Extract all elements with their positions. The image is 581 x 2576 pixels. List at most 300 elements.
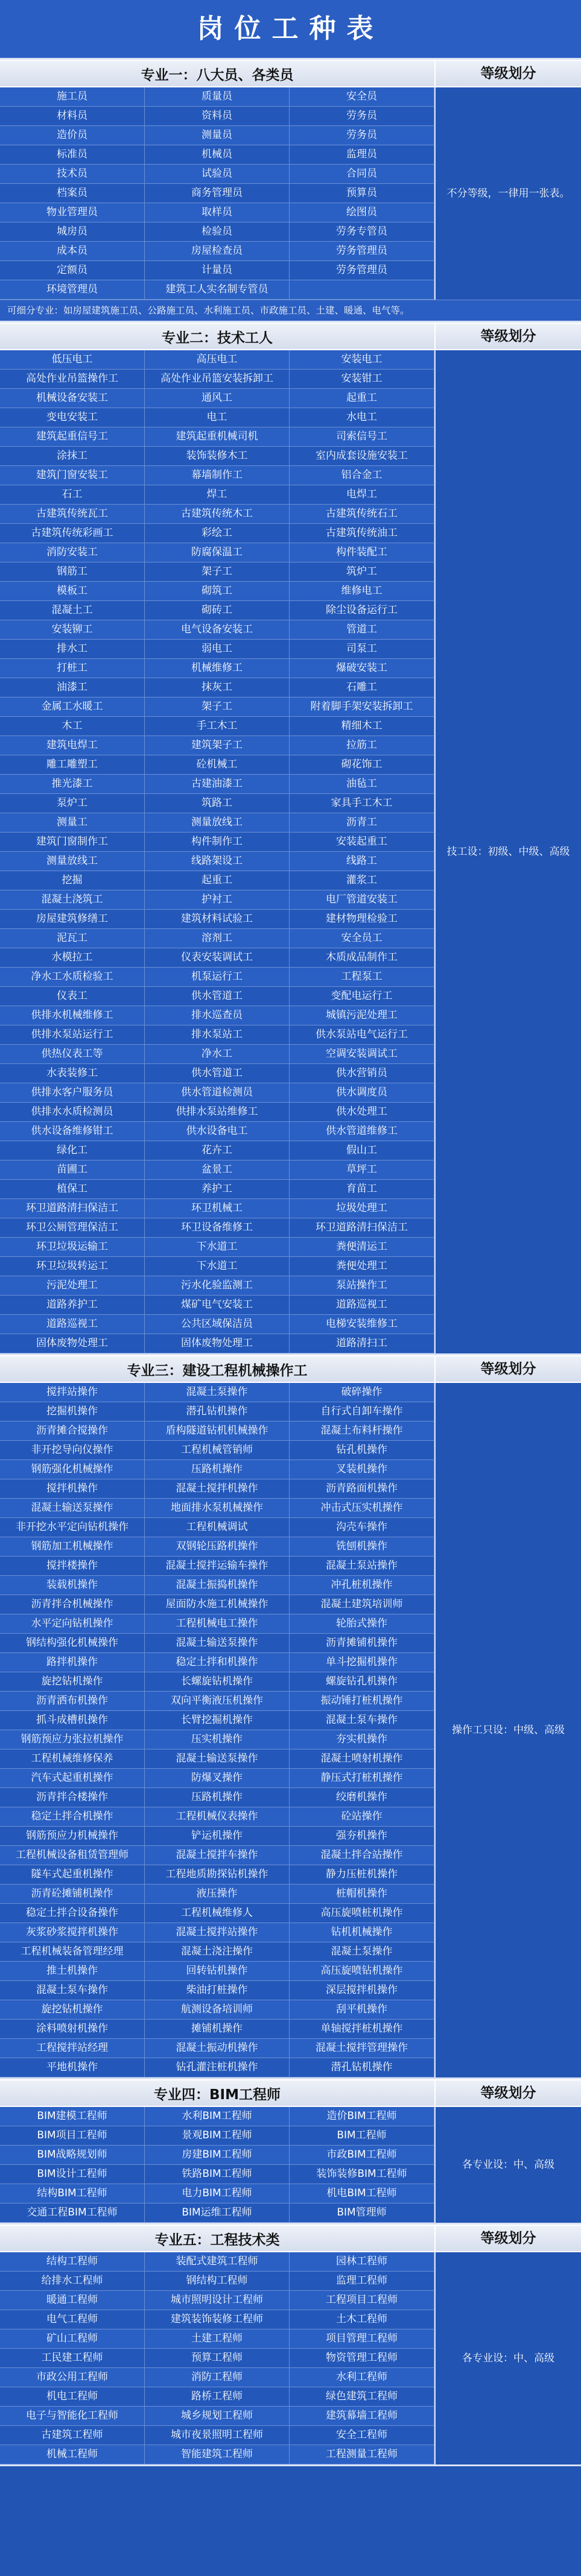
- job-cell: 工程地质勘探钻机操作: [145, 1865, 290, 1885]
- job-cell: 泵炉工: [0, 794, 145, 813]
- job-cell: 夯实机操作: [290, 1730, 434, 1749]
- job-cell: 稳定土拌和机操作: [145, 1653, 290, 1672]
- job-cell: 起重工: [290, 389, 434, 408]
- sections-container: [0, 60, 581, 2466]
- job-cell: 建筑幕墙工程师: [290, 2407, 434, 2426]
- job-cell: 结构BIM工程师: [0, 2184, 145, 2203]
- job-cell: 混凝土浇筑工: [0, 890, 145, 910]
- job-cell: 搅拌站操作: [0, 1383, 145, 1402]
- job-cell: 排水工: [0, 640, 145, 659]
- job-cell: 工程测量工程师: [290, 2445, 434, 2464]
- job-cell: 混凝土建筑培训师: [290, 1595, 434, 1614]
- job-cell: 下水道工: [145, 1238, 290, 1257]
- job-cell: 智能建筑工程师: [145, 2445, 290, 2464]
- job-cell: 钢筋预应力张拉机操作: [0, 1730, 145, 1749]
- job-cell: 建筑装饰装修工程师: [145, 2310, 290, 2329]
- job-cell: 景观BIM工程师: [145, 2126, 290, 2146]
- job-cell: 下水道工: [145, 1257, 290, 1276]
- job-cell: 搅拌机操作: [0, 1479, 145, 1499]
- job-cell: 冲击式压实机操作: [290, 1499, 434, 1518]
- job-cell: 环境管理员: [0, 280, 145, 300]
- job-cell: 沥青工: [290, 813, 434, 833]
- job-cell: 屋面防水施工机械操作: [145, 1595, 290, 1614]
- job-cell: 混凝土泵车操作: [290, 1711, 434, 1730]
- job-cell: 土木工程师: [290, 2310, 434, 2329]
- job-cell: 工程机械电工操作: [145, 1614, 290, 1634]
- job-cell: 建筑起重信号工: [0, 427, 145, 447]
- section-header: [0, 323, 581, 350]
- job-cell: 供排水客户服务员: [0, 1083, 145, 1103]
- job-cell: 草坪工: [290, 1160, 434, 1180]
- job-cell: 溶剂工: [145, 929, 290, 948]
- job-cell: 固体废物处理工: [145, 1334, 290, 1353]
- job-cell: 环卫垃圾运输工: [0, 1238, 145, 1257]
- section-header: [0, 1355, 581, 1383]
- job-cell: 筑路工: [145, 794, 290, 813]
- job-cell: 混凝土输送泵操作: [145, 1749, 290, 1769]
- job-cell: 木工: [0, 717, 145, 736]
- job-cell: 静力压桩机操作: [290, 1865, 434, 1885]
- job-cell: 建筑工人实名制专管员: [145, 280, 290, 300]
- job-cell: 线路工: [290, 852, 434, 871]
- job-cell: 建筑起重机械司机: [145, 427, 290, 447]
- job-cell: 铣刨机操作: [290, 1537, 434, 1557]
- job-cell: 绿色建筑工程师: [290, 2387, 434, 2407]
- job-cell: 机电工程师: [0, 2387, 145, 2407]
- job-cell: 变电安装工: [0, 408, 145, 427]
- job-cell: 工程搅拌站经理: [0, 2039, 145, 2058]
- job-cell: BIM管理师: [290, 2203, 434, 2223]
- job-cell: 装饰装修木工: [145, 447, 290, 466]
- job-cell: 供水设备电工: [145, 1122, 290, 1141]
- job-cell: 混凝土输送泵操作: [0, 1499, 145, 1518]
- job-cell: 沥青摊合搅操作: [0, 1422, 145, 1441]
- job-cell: 计量员: [145, 261, 290, 280]
- job-cell: 彩绘工: [145, 524, 290, 543]
- job-cell: 市政BIM工程师: [290, 2146, 434, 2165]
- job-cell: 安装钳工: [290, 370, 434, 389]
- job-cell: 水平定向钻机操作: [0, 1614, 145, 1634]
- job-cell: 安全员工: [290, 929, 434, 948]
- job-cell: 冲孔桩机操作: [290, 1576, 434, 1595]
- job-cell: 模板工: [0, 582, 145, 601]
- job-cell: 建筑材料试验工: [145, 910, 290, 929]
- job-cell: 构件装配工: [290, 543, 434, 562]
- job-cell: 砼站操作: [290, 1807, 434, 1827]
- job-cell: 抓斗成槽机操作: [0, 1711, 145, 1730]
- job-cell: 高处作业吊篮安装拆卸工: [145, 370, 290, 389]
- job-cell: 砌砖工: [145, 601, 290, 620]
- job-cell: 交通工程BIM工程师: [0, 2203, 145, 2223]
- job-cell: 低压电工: [0, 350, 145, 370]
- job-cell: 旋挖钻机操作: [0, 1672, 145, 1692]
- job-cell: 安装电工: [290, 350, 434, 370]
- job-cell: 道路巡视工: [0, 1315, 145, 1334]
- job-cell: 古建筑传统石工: [290, 505, 434, 524]
- job-cell: 护衬工: [145, 890, 290, 910]
- job-cell: 资料员: [145, 107, 290, 126]
- job-cell: 钢筋工: [0, 562, 145, 582]
- job-cell: 消防安装工: [0, 543, 145, 562]
- job-cell: 物业管理员: [0, 203, 145, 222]
- job-cell: 抹灰工: [145, 678, 290, 698]
- job-cell: 平地机操作: [0, 2058, 145, 2077]
- job-cell: BIM设计工程师: [0, 2165, 145, 2184]
- job-cell: 高处作业吊篮操作工: [0, 370, 145, 389]
- job-cell: 定额员: [0, 261, 145, 280]
- section-2: [0, 323, 581, 1355]
- job-cell: 监理员: [290, 145, 434, 165]
- job-cell: 水利BIM工程师: [145, 2107, 290, 2126]
- job-cell: 机泵运行工: [145, 968, 290, 987]
- job-cell: 灰浆砂浆搅拌机操作: [0, 1923, 145, 1942]
- level-header: 等级划分: [434, 2226, 581, 2251]
- job-cell: 劳务专管员: [290, 222, 434, 242]
- job-cell: 汽车式起重机操作: [0, 1769, 145, 1788]
- job-cell: 变配电运行工: [290, 987, 434, 1006]
- job-cell: BIM战略规划师: [0, 2146, 145, 2165]
- job-cell: 架子工: [145, 562, 290, 582]
- job-cell: 挖掘: [0, 871, 145, 890]
- job-cell: 砌筑工: [145, 582, 290, 601]
- job-cell: 供水调度员: [290, 1083, 434, 1103]
- job-cell: 项目管理工程师: [290, 2329, 434, 2349]
- section-body: [0, 2107, 581, 2223]
- job-cell: 消防工程师: [145, 2368, 290, 2387]
- job-cell: 双钢轮压路机操作: [145, 1537, 290, 1557]
- job-cell: 建筑电焊工: [0, 736, 145, 755]
- job-cell: 劳务管理员: [290, 242, 434, 261]
- job-cell: 安全员: [290, 87, 434, 107]
- job-cell: 机械维修工: [145, 659, 290, 678]
- job-cell: 施工员: [0, 87, 145, 107]
- job-cell: 摊铺机操作: [145, 2020, 290, 2039]
- section-title: 专业三：建设工程机械操作工: [127, 1362, 308, 1379]
- job-cell: 电梯安装维修工: [290, 1315, 434, 1334]
- page-title: 岗位工种表: [0, 0, 581, 60]
- job-cell: 木质成品制作工: [290, 948, 434, 968]
- job-cell: 绞磨机操作: [290, 1788, 434, 1807]
- job-cell: 机械工程师: [0, 2445, 145, 2464]
- job-cell: 环卫道路清扫保洁工: [0, 1199, 145, 1218]
- job-cell: 叉装机操作: [290, 1460, 434, 1479]
- job-cell: 绿化工: [0, 1141, 145, 1160]
- job-cell: 仪表安装调试工: [145, 948, 290, 968]
- job-cell: 劳务管理员: [290, 261, 434, 280]
- job-cell: 石雕工: [290, 678, 434, 698]
- job-cell: 工程机械装备管理经理: [0, 1942, 145, 1962]
- job-cell: 混凝土搅拌运输车操作: [145, 1557, 290, 1576]
- job-cell: 压实机操作: [145, 1730, 290, 1749]
- job-cell: 城市夜景照明工程师: [145, 2426, 290, 2445]
- job-cell: 路拌机操作: [0, 1653, 145, 1672]
- job-cell: 回转钻机操作: [145, 1962, 290, 1981]
- job-cell: 桩帽机操作: [290, 1885, 434, 1904]
- job-cell: 供排水水质检测员: [0, 1103, 145, 1122]
- job-cell: 混凝土泵站操作: [290, 1557, 434, 1576]
- job-cell: 混凝土振捣机操作: [145, 1576, 290, 1595]
- job-cell: 混凝土搅拌机操作: [145, 1479, 290, 1499]
- level-header: 等级划分: [434, 324, 581, 349]
- job-cell: 电气设备安装工: [145, 620, 290, 640]
- job-cell: 污泥处理工: [0, 1276, 145, 1296]
- job-cell: 建筑门窗安装工: [0, 466, 145, 485]
- job-cell: 搅拌楼操作: [0, 1557, 145, 1576]
- job-cell: 污水化验监测工: [145, 1276, 290, 1296]
- job-cell: 通风工: [145, 389, 290, 408]
- job-cell: 公共区域保洁员: [145, 1315, 290, 1334]
- job-cell: 工程泵工: [290, 968, 434, 987]
- job-grid: [0, 350, 434, 1353]
- section-header: [0, 2079, 581, 2107]
- job-cell: 道路巡视工: [290, 1296, 434, 1315]
- job-cell: 装载机操作: [0, 1576, 145, 1595]
- job-cell: 工程机械调试: [145, 1518, 290, 1537]
- job-cell: 花卉工: [145, 1141, 290, 1160]
- job-cell: 净水工水质检验工: [0, 968, 145, 987]
- job-cell: 焊工: [145, 485, 290, 505]
- job-cell: 排水巡查员: [145, 1006, 290, 1025]
- job-cell: 电厂管道安装工: [290, 890, 434, 910]
- job-cell: 沥青拌合机械操作: [0, 1595, 145, 1614]
- job-cell: 稳定土拌合设备操作: [0, 1904, 145, 1923]
- job-cell: 植保工: [0, 1180, 145, 1199]
- job-cell: 长臂挖掘机操作: [145, 1711, 290, 1730]
- job-cell: 给排水工程师: [0, 2272, 145, 2291]
- job-cell: 石工: [0, 485, 145, 505]
- job-cell: 测量放线工: [0, 852, 145, 871]
- job-cell: 供排水泵站运行工: [0, 1025, 145, 1045]
- job-cell: 假山工: [290, 1141, 434, 1160]
- job-cell: 沥青洒布机操作: [0, 1692, 145, 1711]
- job-cell: 推光漆工: [0, 775, 145, 794]
- job-cell: 结构工程师: [0, 2252, 145, 2272]
- job-cell: 混凝土搅拌站操作: [145, 1923, 290, 1942]
- job-cell: 古建筑传统木工: [145, 505, 290, 524]
- section-title: 专业四：BIM工程师: [154, 2086, 281, 2103]
- job-cell: 附着脚手架安装拆卸工: [290, 698, 434, 717]
- job-cell: 钻孔机操作: [290, 1441, 434, 1460]
- level-description: 技工设：初级、中级、高级: [434, 350, 581, 1353]
- job-cell: 水电工: [290, 408, 434, 427]
- job-cell: 预算员: [290, 184, 434, 203]
- job-cell: 爆破安装工: [290, 659, 434, 678]
- job-cell: 混凝土浇注操作: [145, 1942, 290, 1962]
- job-cell: 电工: [145, 408, 290, 427]
- job-cell: 水表装修工: [0, 1064, 145, 1083]
- job-cell: 质量员: [145, 87, 290, 107]
- job-cell: 维修电工: [290, 582, 434, 601]
- job-cell: 深层搅拌机操作: [290, 1981, 434, 2000]
- job-cell: 机械设备安装工: [0, 389, 145, 408]
- job-cell: 电子与智能化工程师: [0, 2407, 145, 2426]
- job-cell: 静压式打桩机操作: [290, 1769, 434, 1788]
- job-cell: 钻机机械操作: [290, 1923, 434, 1942]
- job-cell: 供排水泵站维修工: [145, 1103, 290, 1122]
- job-cell: 古建油漆工: [145, 775, 290, 794]
- job-cell: 预算工程师: [145, 2349, 290, 2368]
- job-cell: 强夯机操作: [290, 1827, 434, 1846]
- job-cell: 矿山工程师: [0, 2329, 145, 2349]
- job-cell: 育苗工: [290, 1180, 434, 1199]
- job-cell: 劳务员: [290, 126, 434, 145]
- job-cell: 城房员: [0, 222, 145, 242]
- job-cell: 环卫道路清扫保洁工: [290, 1218, 434, 1238]
- job-cell: 混凝土布料杆操作: [290, 1422, 434, 1441]
- job-cell: 高压旋喷钻机操作: [290, 1962, 434, 1981]
- job-cell: 压路机操作: [145, 1460, 290, 1479]
- job-cell: 园林工程师: [290, 2252, 434, 2272]
- level-description: 各专业设：中、高级: [434, 2252, 581, 2464]
- section-header: [0, 2225, 581, 2252]
- job-cell: 盾构隧道钻机机械操作: [145, 1422, 290, 1441]
- job-cell: 手工木工: [145, 717, 290, 736]
- job-cell: 工程机械维修保养: [0, 1749, 145, 1769]
- job-cell: 钢结构强化机械操作: [0, 1634, 145, 1653]
- job-cell: 混凝土拌合站操作: [290, 1846, 434, 1865]
- job-cell: 环卫公厕管理保洁工: [0, 1218, 145, 1238]
- job-cell: 房建BIM工程师: [145, 2146, 290, 2165]
- job-cell: 监理工程师: [290, 2272, 434, 2291]
- job-cell: 道路清扫工: [290, 1334, 434, 1353]
- job-cell: 振动锤打桩机操作: [290, 1692, 434, 1711]
- job-cell: 航测设备培训师: [145, 2000, 290, 2020]
- job-cell: 砌花饰工: [290, 755, 434, 775]
- job-cell: 水利工程师: [290, 2368, 434, 2387]
- job-cell: 工民建工程师: [0, 2349, 145, 2368]
- job-cell: 供水管道维修工: [290, 1122, 434, 1141]
- job-grid: [0, 87, 434, 300]
- job-cell: 土建工程师: [145, 2329, 290, 2349]
- job-cell: 电力BIM工程师: [145, 2184, 290, 2203]
- job-grid: [0, 2107, 434, 2223]
- job-cell: 城乡规划工程师: [145, 2407, 290, 2426]
- job-cell: [290, 280, 434, 300]
- job-cell: 排水泵站工: [145, 1025, 290, 1045]
- job-cell: 泥瓦工: [0, 929, 145, 948]
- job-cell: 环卫设备维修工: [145, 1218, 290, 1238]
- job-cell: 防腐保温工: [145, 543, 290, 562]
- level-description: 各专业设：中、高级: [434, 2107, 581, 2223]
- job-cell: 精细木工: [290, 717, 434, 736]
- job-cell: 钢筋加工机械操作: [0, 1537, 145, 1557]
- job-cell: 煤矿电气安装工: [145, 1296, 290, 1315]
- job-cell: 刮平机操作: [290, 2000, 434, 2020]
- job-cell: 混凝土喷射机操作: [290, 1749, 434, 1769]
- section-body: [0, 87, 581, 300]
- job-cell: BIM工程师: [290, 2126, 434, 2146]
- job-cell: 钢筋预应力机械操作: [0, 1827, 145, 1846]
- section-body: [0, 350, 581, 1353]
- job-cell: 弱电工: [145, 640, 290, 659]
- job-cell: 除尘设备运行工: [290, 601, 434, 620]
- job-cell: 潜孔钻机操作: [290, 2058, 434, 2077]
- job-cell: 单轴搅拌桩机操作: [290, 2020, 434, 2039]
- job-cell: 工程项目工程师: [290, 2291, 434, 2310]
- job-cell: 破碎操作: [290, 1383, 434, 1402]
- job-cell: 潜孔钻机操作: [145, 1402, 290, 1422]
- job-cell: 沥青路面机操作: [290, 1479, 434, 1499]
- job-cell: 灌浆工: [290, 871, 434, 890]
- job-cell: 工程机械维修人: [145, 1904, 290, 1923]
- section-body: [0, 1383, 581, 2077]
- job-cell: 环卫垃圾转运工: [0, 1257, 145, 1276]
- job-cell: 建材物理检验工: [290, 910, 434, 929]
- job-cell: 铝合金工: [290, 466, 434, 485]
- job-cell: 司索信号工: [290, 427, 434, 447]
- job-cell: 绘图员: [290, 203, 434, 222]
- job-cell: 混凝土振动机操作: [145, 2039, 290, 2058]
- section-4: [0, 2079, 581, 2225]
- job-cell: 工程机械管销师: [145, 1441, 290, 1460]
- job-cell: 测量员: [145, 126, 290, 145]
- job-cell: 自行式自卸车操作: [290, 1402, 434, 1422]
- job-cell: 物资管理工程师: [290, 2349, 434, 2368]
- job-cell: 钢筋强化机械操作: [0, 1460, 145, 1479]
- job-cell: 拉筋工: [290, 736, 434, 755]
- job-grid: [0, 1383, 434, 2077]
- job-cell: 建筑门窗制作工: [0, 833, 145, 852]
- job-cell: 推土机操作: [0, 1962, 145, 1981]
- job-cell: 沥青拌合楼操作: [0, 1788, 145, 1807]
- job-cell: 安装铆工: [0, 620, 145, 640]
- job-cell: 净水工: [145, 1045, 290, 1064]
- section-header: [0, 60, 581, 87]
- job-cell: 旋挖钻机操作: [0, 2000, 145, 2020]
- job-cell: 管道工: [290, 620, 434, 640]
- job-cell: 城镇污泥处理工: [290, 1006, 434, 1025]
- job-cell: 混凝土泵操作: [145, 1383, 290, 1402]
- section-5: [0, 2225, 581, 2466]
- job-cell: 合同员: [290, 165, 434, 184]
- job-cell: 房屋检查员: [145, 242, 290, 261]
- level-header: 等级划分: [434, 61, 581, 86]
- job-cell: 劳务员: [290, 107, 434, 126]
- job-cell: 混凝土搅拌车操作: [145, 1846, 290, 1865]
- job-cell: 电焊工: [290, 485, 434, 505]
- job-cell: 家具手工木工: [290, 794, 434, 813]
- job-cell: 古建筑传统瓦工: [0, 505, 145, 524]
- job-cell: 古建筑传统彩画工: [0, 524, 145, 543]
- job-cell: 路桥工程师: [145, 2387, 290, 2407]
- job-cell: 非开挖导向仪操作: [0, 1441, 145, 1460]
- job-cell: 检验员: [145, 222, 290, 242]
- job-cell: 测量放线工: [145, 813, 290, 833]
- job-cell: 室内成套设施安装工: [290, 447, 434, 466]
- level-description: 操作工只设：中级、高级: [434, 1383, 581, 2077]
- job-cell: 供水处理工: [290, 1103, 434, 1122]
- job-cell: 取样员: [145, 203, 290, 222]
- job-cell: 架子工: [145, 698, 290, 717]
- job-cell: BIM运维工程师: [145, 2203, 290, 2223]
- job-cell: 轮胎式操作: [290, 1614, 434, 1634]
- job-cell: 空调安装调试工: [290, 1045, 434, 1064]
- job-cell: 成本员: [0, 242, 145, 261]
- section-title: 专业五：工程技术类: [154, 2232, 280, 2248]
- section-3: [0, 1355, 581, 2079]
- job-cell: 环卫机械工: [145, 1199, 290, 1218]
- job-cell: 螺旋钻孔机操作: [290, 1672, 434, 1692]
- job-cell: 混凝土工: [0, 601, 145, 620]
- job-cell: 液压操作: [145, 1885, 290, 1904]
- job-cell: 沥青摊铺机操作: [290, 1634, 434, 1653]
- job-cell: 水模拉工: [0, 948, 145, 968]
- job-cell: 混凝土泵操作: [290, 1942, 434, 1962]
- job-cell: 房屋建筑修缮工: [0, 910, 145, 929]
- job-cell: 电气工程师: [0, 2310, 145, 2329]
- job-cell: 技术员: [0, 165, 145, 184]
- job-cell: 混凝土输送泵操作: [145, 1634, 290, 1653]
